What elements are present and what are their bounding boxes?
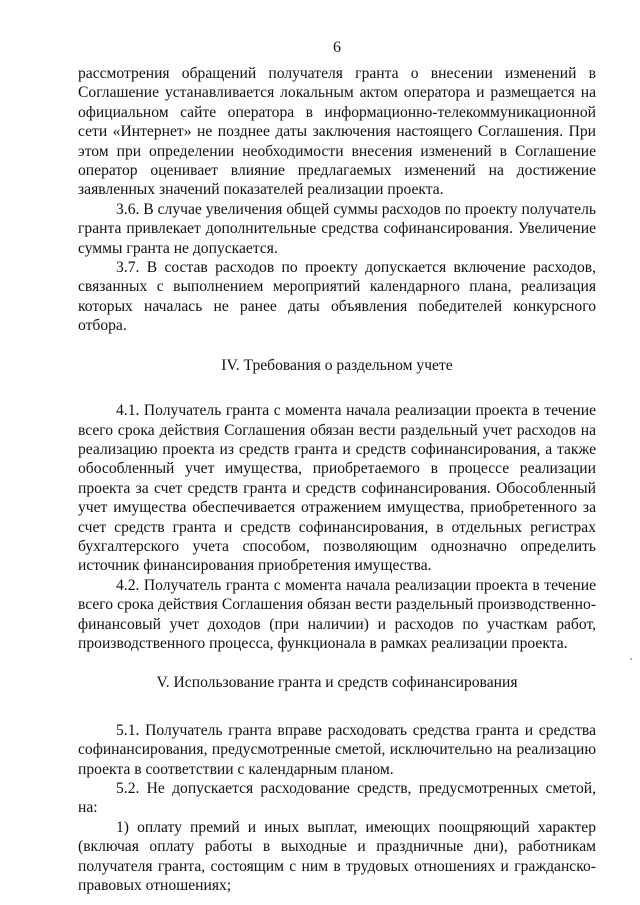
paragraph-4-1: 4.1. Получатель гранта с момента начала реализации проекта в течение всего срока действия Соглашения обязан вести раздельный учет расходов на реализацию проекта из средств гранта и средств софинансирования, а также обособленный учет имущества, приобретаемого в процессе реализации проекта за счет средств гранта и средств софинансирования. Обособленный учет имущества обеспечивается отражением имущества, приобретенного за счет средств гранта и средств софинансирования, в отдельных регистрах бухгалтерского учета способом, позволяющим однозначно определить источник финансирования приобретения имущества. xyxy=(78,402,596,575)
paragraph-3-6: 3.6. В случае увеличения общей суммы расходов по проекту получатель гранта привлекает дополнительные средства софинансирования. Увеличение суммы гранта не допускается. xyxy=(78,200,596,257)
paragraph-4-2: 4.2. Получатель гранта с момента начала реализации проекта в течение всего срока действия Соглашения обязан вести раздельный производственно-финансовый учет доходов (при наличии) и расходов по участкам работ, производственного процесса, функционала в рамках реализации проекта. xyxy=(78,576,596,652)
section-heading-v: V. Использование гранта и средств софинансирования xyxy=(156,674,518,692)
paragraph-continuation: рассмотрения обращений получателя гранта о внесении изменений в Соглашение устанавливается локальным актом оператора и размещается на официальном сайте оператора в информационно-телекоммуникационной сети «Интернет» не позднее даты заключения настоящего Соглашения. При этом при определении необходимости внесения изменений в Соглашение оператор оценивает влияние предлагаемых изменений на достижение заявленных значений показателей реализации проекта. xyxy=(78,65,596,199)
scan-speck xyxy=(630,658,632,660)
paragraph-5-1: 5.1. Получатель гранта вправе расходовать средства гранта и средства софинансирования, предусмотренные сметой, исключительно на реализацию проекта в соответствии с календарным планом. xyxy=(78,721,596,778)
paragraph-3-7: 3.7. В состав расходов по проекту допускается включение расходов, связанных с выполнением мероприятий календарного плана, реализация которых началась не ранее даты объявления победителей конкурсного отбора. xyxy=(78,259,596,335)
list-item-1: 1) оплату премий и иных выплат, имеющих поощряющий характер (включая оплату работы в выходные и праздничные дни), работникам получателя гранта, состоящим с ним в трудовых отношениях и гражданско-правовых отношениях; xyxy=(78,818,596,895)
paragraph-5-2: 5.2. Не допускается расходование средств, предусмотренных сметой, на: xyxy=(78,780,596,817)
page-number: 6 xyxy=(333,39,341,56)
section-heading-iv: IV. Требования о раздельном учете xyxy=(221,356,453,374)
